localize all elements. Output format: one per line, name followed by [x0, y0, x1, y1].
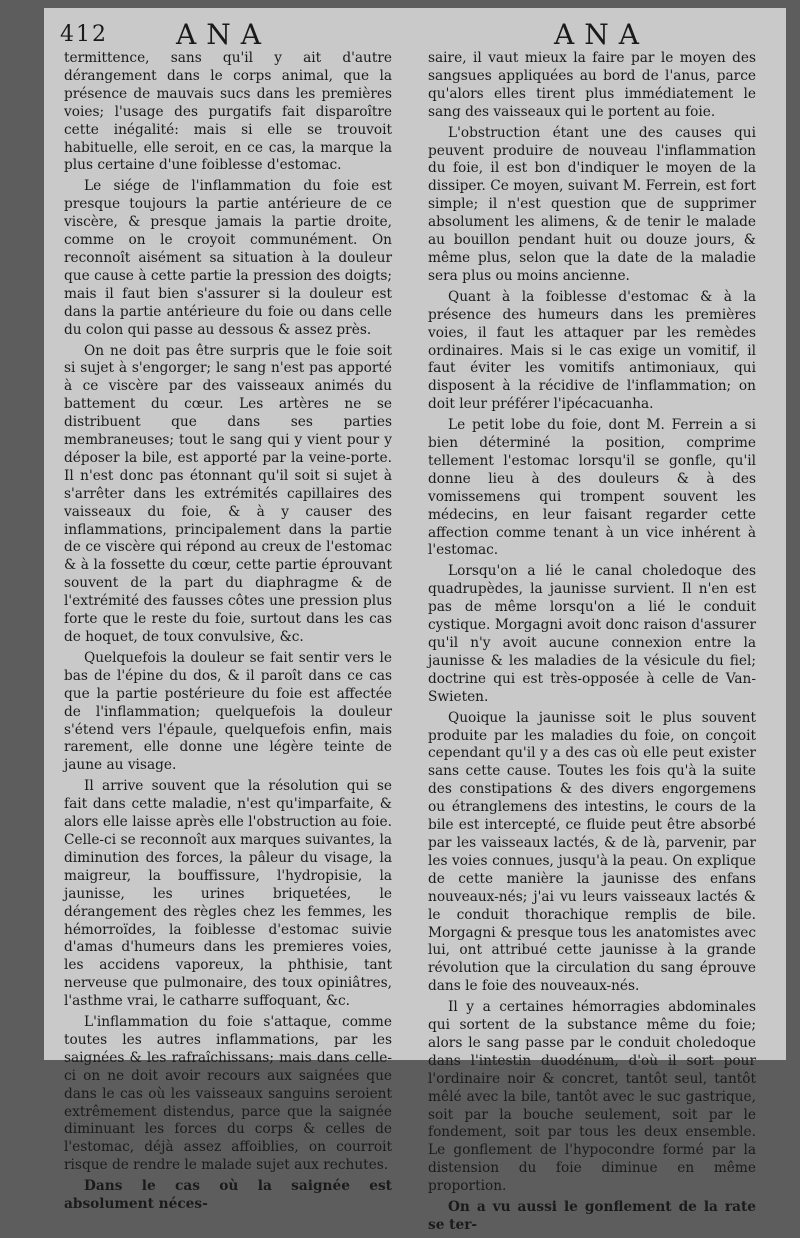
book-page: [44, 8, 786, 1233]
right-column: [428, 50, 756, 1238]
paragraph: L'obstruction étant une des causes qui peuvent produire de nouveau l'inflammation du foie, il est bon d'indiquer le moyen de la dissiper. Ce moyen, suivant M. Ferrein, est fort simple; il n'est question que de supprimer absolument les alimens, & de tenir le malade au bouillon pendant huit ou douze jours, & même plus, selon que la date de la maladie sera plus ou moins ancienne.: [428, 124, 756, 284]
paragraph: Le siége de l'inflammation du foie est presque toujours la partie antérieure de ce viscère, & presque jamais la partie droite, comme on le croyoit communément. On reconnoît aisément sa situation à la douleur que cause à cette partie la pression des doigts; mais il faut bien s'assurer si la douleur est dans la partie antérieure du foie ou dans celle du colon qui passe au dessous & assez près.: [64, 178, 392, 338]
running-head-right: ANA: [554, 18, 649, 51]
page-header: [44, 8, 786, 51]
left-column: [64, 50, 392, 1217]
paragraph: Quoique la jaunisse soit le plus souvent produite par les maladies du foie, on conçoit cependant qu'il y a des cas où elle peut exister sans cette cause. Toutes les fois qu'à la suite des constipations & des divers engorgemens ou étranglemens des intestins, le cours de la bile est intercepté, ce fluide peut être absorbé par les vaisseaux lactés, & de là, parvenir, par les voies connues, jusqu'à la peau. On explique de cette manière la jaunisse des enfans nouveaux-nés; j'ai vu leurs vaisseaux lactés & le conduit thorachique remplis de bile. Morgagni & presque tous les anatomistes avec lui, ont attribué cette jaunisse à la grande révolution que la circulation du sang éprouve dans le foie des nouveaux-nés.: [428, 709, 756, 995]
running-head-left: ANA: [176, 18, 271, 51]
paragraph: termittence, sans qu'il y ait d'autre dérangement dans le corps animal, que la présence de mauvais sucs dans les premières voies; l'usage des purgatifs fait disparoître cette inégalité: mais si elle se trouvoit habituelle, elle seroit, en ce cas, la marque la plus certaine d'une foiblesse d'estomac.: [64, 50, 392, 174]
paragraph: Il arrive souvent que la résolution qui se fait dans cette maladie, n'est qu'imparfaite, & alors elle laisse après elle l'obstruction au foie. Celle-ci se reconnoît aux marques suivantes, la diminution des forces, la pâleur du visage, la maigreur, la bouffissure, l'hydropisie, la jaunisse, les urines briquetées, le dérangement des règles chez les femmes, les hémorroïdes, la foiblesse d'estomac suivie d'amas d'humeurs dans les premieres voies, les accidens vaporeux, la phthisie, tant nerveuse que pulmonaire, des toux opiniâtres, l'asthme vrai, le catharre suffoquant, &c.: [64, 778, 392, 1010]
page-number: 412: [60, 22, 108, 47]
paragraph: Lorsqu'on a lié le canal choledoque des quadrupèdes, la jaunisse survient. Il n'en est pas de même lorsqu'on a lié le conduit cystique. Morgagni avoit donc raison d'assurer qu'il n'y avoit aucune connexion entre la jaunisse & les maladies de la vésicule du fiel; doctrine qui est très-opposée à celle de Van-Swieten.: [428, 563, 756, 705]
paragraph: Quelquefois la douleur se fait sentir vers le bas de l'épine du dos, & il paroît dans ce cas que la partie postérieure du foie est affectée de l'inflammation; quelquefois la douleur s'étend vers l'épaule, quelquefois enfin, mais rarement, elle donne une légère teinte de jaune au visage.: [64, 649, 392, 774]
paragraph: Dans le cas où la saignée est absolument néces-: [64, 1178, 392, 1213]
paragraph: On a vu aussi le gonflement de la rate se ter-: [428, 1199, 756, 1233]
paragraph: Le petit lobe du foie, dont M. Ferrein a si bien déterminé la position, comprime tellement l'estomac lorsqu'il se gonfle, qu'il donne lieu à des douleurs & à des vomissemens qui trompent souvent les médecins, en leur faisant regarder cette affection comme tenant à un vice inhérent à l'estomac.: [428, 417, 756, 559]
paragraph: Il y a certaines hémorragies abdominales qui sortent de la substance même du foie; alors le sang passe par le conduit choledoque dans l'intestin duodénum, d'où il sort pour l'ordinaire noir & concret, tantôt seul, tantôt mêlé avec la bile, tantôt avec le suc gastrique, soit par la bouche seulement, soit par le fondement, soit par tous les deux ensemble. Le gonflement de l'hypocondre formé par la distension du foie diminue en même proportion.: [428, 999, 756, 1195]
paragraph: saire, il vaut mieux la faire par le moyen des sangsues appliquées au bord de l'anus, parce qu'alors elles tirent plus immédiatement le sang des vaisseaux qui le portent au foie.: [428, 50, 756, 120]
paragraph: On ne doit pas être surpris que le foie soit si sujet à s'engorger; le sang n'est pas apporté à ce viscère par des vaisseaux animés du battement du cœur. Les artères ne se distribuent que dans ses parties membraneuses; tout le sang qui y vient pour y déposer la bile, est apporté par la veine-porte. Il n'est donc pas étonnant qu'il soit si sujet à s'arrêter dans les extrémités capillaires des vaisseaux du foie, & à y causer des inflammations, principalement dans la partie de ce viscère qui répond au creux de l'estomac & à la fossette du cœur, cette partie éprouvant souvent de la part du diaphragme & de l'extrémité des fausses côtes une pression plus forte que le reste du foie, surtout dans les cas de hoquet, de toux convulsive, &c.: [64, 342, 392, 645]
paragraph: Quant à la foiblesse d'estomac & à la présence des humeurs dans les premières voies, il faut les attaquer par les remèdes ordinaires. Mais si le cas exige un vomitif, il faut éviter les vomitifs antimoniaux, qui disposent à la récidive de l'inflammation; on doit leur préférer l'ipécacuanha.: [428, 288, 756, 413]
paragraph: L'inflammation du foie s'attaque, comme toutes les autres inflammations, par les saignées & les rafraîchissans; mais dans celle-ci on ne doit avoir recours aux saignées que dans le cas où les vaisseaux sanguins seroient extrêmement distendus, parce que la saignée diminuant les forces du corps & celles de l'estomac, déjà assez affoiblies, on courroit risque de rendre le malade sujet aux rechutes.: [64, 1014, 392, 1174]
